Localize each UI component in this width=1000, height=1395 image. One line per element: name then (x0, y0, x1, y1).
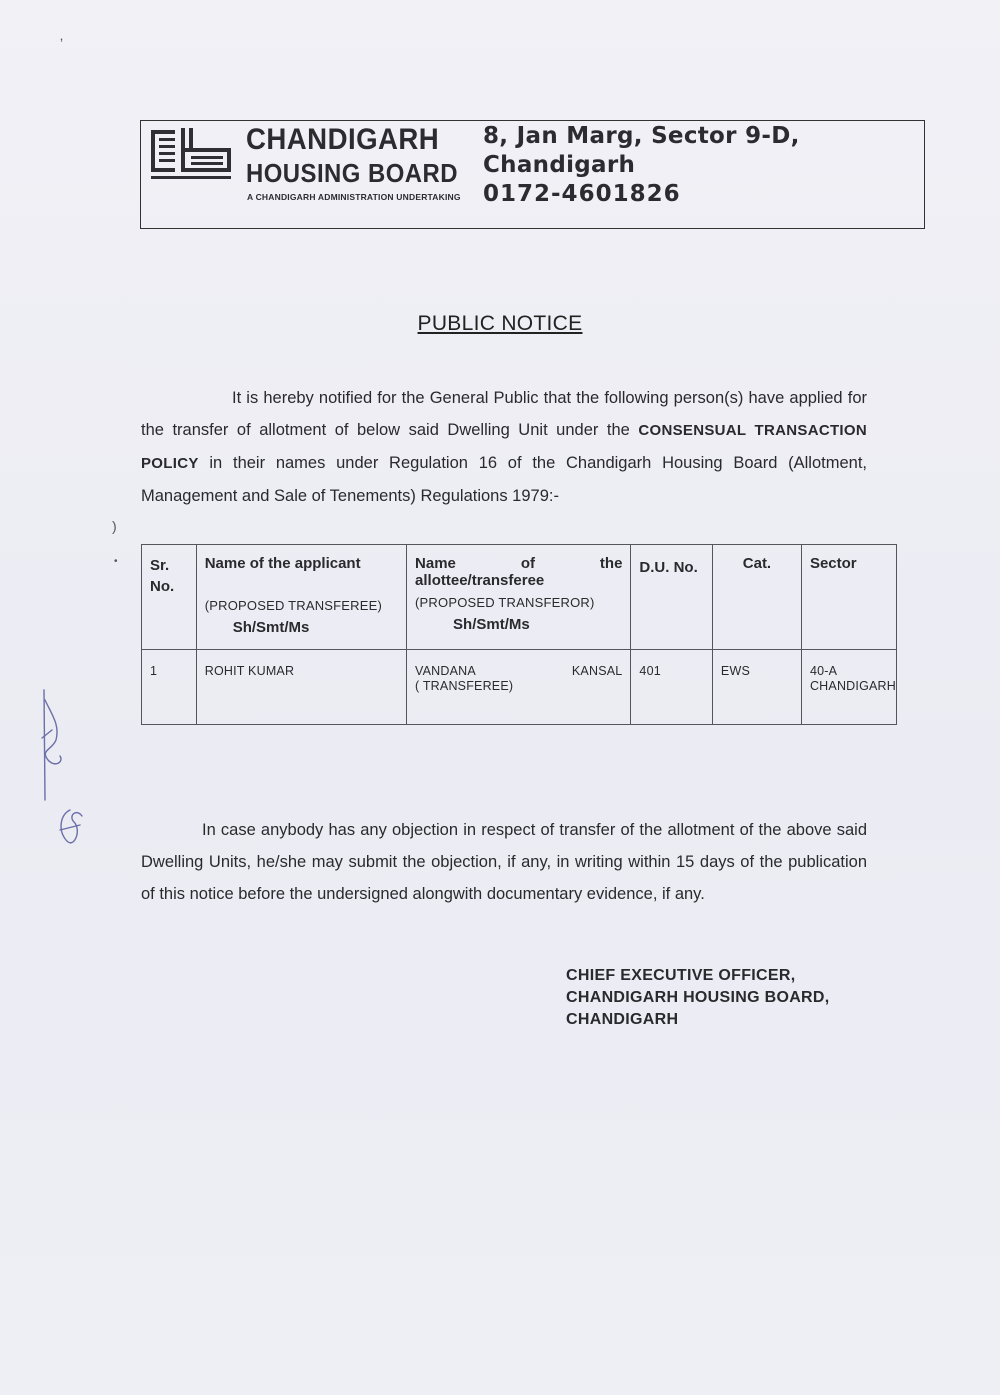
cell-allottee-last: KANSAL (571, 664, 623, 678)
header-category: Cat. (712, 545, 801, 650)
letterhead (140, 120, 925, 229)
org-name-line1: CHANDIGARH (246, 123, 440, 156)
notice-paragraph-objection: In case anybody has any objection in respect of transfer of the allotment of the above said Dwelling Units, he/she may submit the objection, if any, in writing within 15 days of the publication of this notice before the undersigned alongwith documentary evidence, if any. (141, 821, 867, 903)
cell-sector-line1: 40-A (809, 664, 838, 678)
cell-allottee (407, 650, 631, 725)
cell-allottee-first: VANDANA (415, 664, 476, 678)
policy-name: CONSENSUAL TRANSACTION POLICY (141, 422, 867, 472)
cell-sr: 1 (142, 650, 197, 725)
allotment-table (141, 544, 897, 725)
cell-sector-line2: CHANDIGARH (809, 679, 896, 693)
org-name-line2: HOUSING BOARD (246, 158, 458, 188)
scan-speck-icon: ) (112, 518, 117, 534)
handwritten-initials-icon (30, 680, 100, 870)
signature-block (566, 965, 830, 1031)
scan-speck-icon: • (114, 556, 118, 567)
cell-allottee-name (415, 664, 622, 679)
header-allottee-title: Sh/Smt/Ms (453, 616, 530, 633)
cell-category: EWS (712, 650, 801, 725)
header-allottee-word1: Name (415, 555, 456, 572)
chb-logo-icon (151, 128, 236, 183)
header-sector: Sector (801, 545, 896, 650)
header-applicant (196, 545, 406, 650)
header-allottee-sub: (PROPOSED TRANSFEROR) (415, 595, 595, 610)
header-applicant-label: Name of the applicant (204, 555, 361, 572)
signature-line1: CHIEF EXECUTIVE OFFICER, (566, 967, 796, 984)
header-allottee (407, 545, 631, 650)
phone-number: 0172-4601826 (483, 181, 681, 207)
cell-sector (801, 650, 896, 725)
cell-du-no: 401 (631, 650, 713, 725)
org-tagline: A CHANDIGARH ADMINISTRATION UNDERTAKING (247, 192, 461, 202)
notice-title: PUBLIC NOTICE (417, 312, 583, 335)
header-sr-no: Sr. No. (142, 545, 197, 650)
table-header-row (142, 545, 897, 650)
header-allottee-line1 (415, 555, 622, 572)
scan-speck-icon: ʼ (60, 36, 64, 52)
signature-line3: CHANDIGARH (566, 1011, 679, 1028)
address-line2: Chandigarh (483, 152, 636, 178)
notice-paragraph-intro (141, 382, 867, 512)
header-applicant-title: Sh/Smt/Ms (232, 619, 310, 636)
cell-applicant: ROHIT KUMAR (196, 650, 406, 725)
header-allottee-line2: allottee/transferee (415, 572, 545, 589)
intro-text-b: in their names under Regulation 16 of the Chandigarh Housing Board (Allotment, Management and Sale of Tenements) Regulations 1979:- (141, 454, 867, 505)
table-row (142, 650, 897, 725)
signature-line2: CHANDIGARH HOUSING BOARD, (566, 989, 830, 1006)
intro-text-a: It is hereby notified for the General Public that the following person(s) have applied for the transfer of allotment of below said Dwelling Unit under the (141, 389, 867, 439)
address-line1: 8, Jan Marg, Sector 9-D, (483, 123, 800, 149)
header-allottee-word3: the (599, 555, 623, 572)
header-applicant-sub: (PROPOSED TRANSFEREE) (204, 598, 383, 613)
cell-allottee-note: ( TRANSFEREE) (415, 679, 514, 693)
header-allottee-word2: of (520, 555, 535, 572)
header-du-no: D.U. No. (631, 545, 713, 650)
